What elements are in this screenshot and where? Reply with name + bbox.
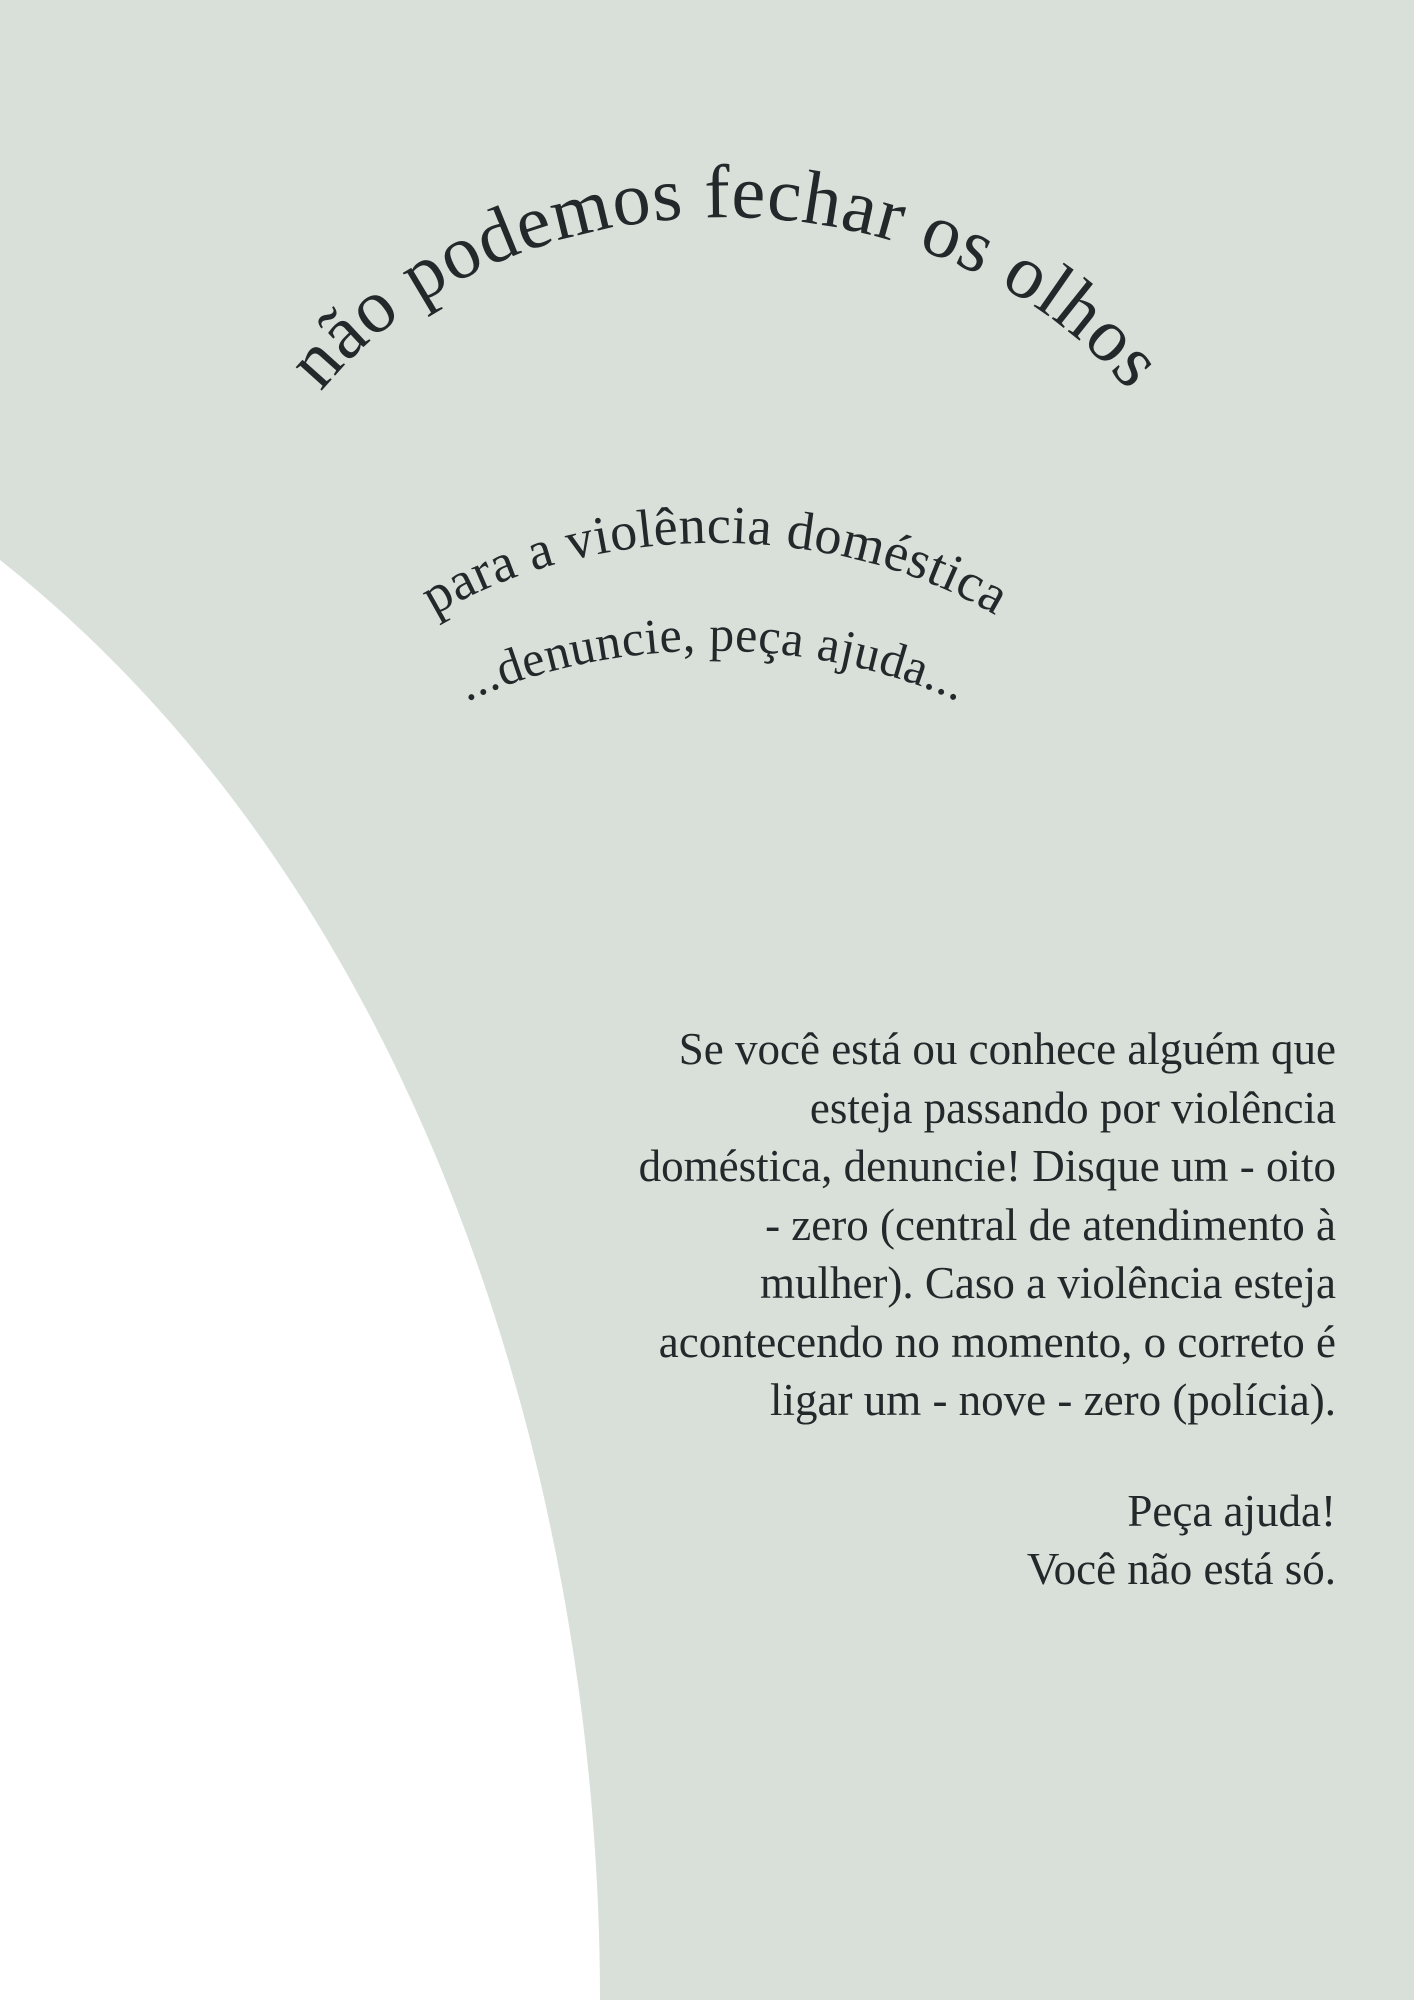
body-copy xyxy=(636,1020,1336,1599)
closing-line-2: Você não está só. xyxy=(1026,1544,1336,1594)
closing-line-1: Peça ajuda! xyxy=(1127,1485,1336,1536)
body-paragraph-main: Se você está ou conhece alguém que esteja passando por violência doméstica, denuncie! Disque um - oito - zero (central de atendimento à mulher). Caso a violência esteja acontecendo no momento, o correto é ligar um - nove - zero (polícia). xyxy=(638,1024,1336,1425)
headline-line-1-textpath: não podemos fechar os olhos xyxy=(270,149,1180,404)
headline-line-3-textpath: ...denuncie, peça ajuda... xyxy=(448,605,977,712)
body-closing xyxy=(636,1482,1336,1599)
headline-line-2-textpath: para a violência doméstica xyxy=(410,494,1020,627)
